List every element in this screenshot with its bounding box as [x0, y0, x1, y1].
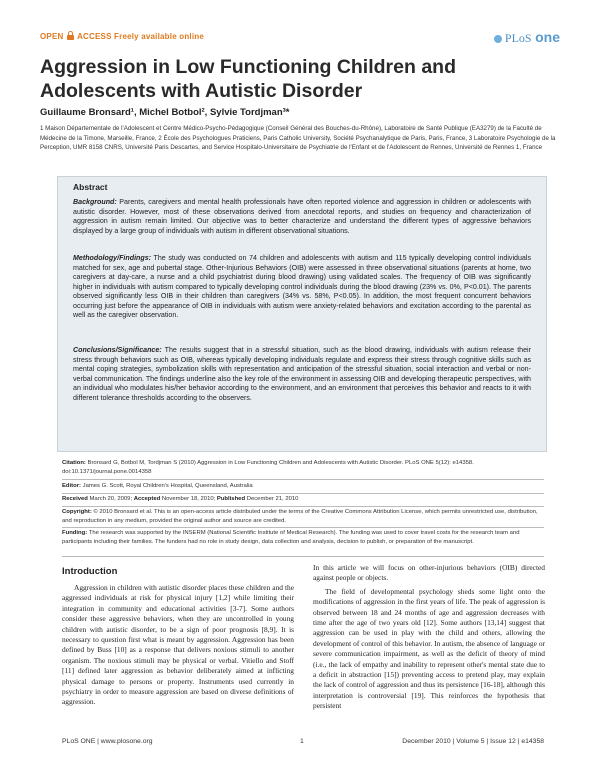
intro-paragraph: The field of developmental psychology sheds some light onto the modifications of aggression in the first years of life. The peak of aggression is observed between 18 and 24 months of age and aggression decreases with time after the age of two years old [12]. Some authors [13,14] suggest that aggression can be used in play with the child and others, allowing the development of control of this behavior. In autism, the absence of language or severe communication impairment, as well as the deficit of theory of mind (i.e., the lack of empathy and inability to represent other's mental state due to a deficit in abstraction [15]) preventing access to pretend play, may explain the lack of control of aggression and thus its persistence [16-18], although this interpretation is controversial [19]. This reinforces the hypothesis that persistent	[313, 586, 545, 711]
divider	[62, 479, 544, 480]
funding-label: Funding:	[62, 530, 88, 536]
footer-issue: December 2010 | Volume 5 | Issue 12 | e14358	[402, 738, 544, 745]
open-access-badge[interactable]	[40, 32, 204, 41]
open-lock-icon	[67, 32, 74, 40]
citation-label: Citation:	[62, 460, 86, 466]
article-title: Aggression in Low Functioning Children and Adolescents with Autistic Disorder	[40, 56, 456, 102]
conclusions-label: Conclusions/Significance:	[73, 346, 162, 354]
citation-text[interactable]: Bronsard G, Botbol M, Tordjman S (2010) Aggression in Low Functioning Children and Adolescents with Autistic Disorder. PLoS ONE 5(12): e14358. doi:10.1371/journal.pone.0014358	[62, 460, 474, 475]
intro-column-left	[62, 583, 294, 708]
copyright-text: © 2010 Bronsard et al. This is an open-access article distributed under the terms of the Creative Commons Attribution License, which permits unrestricted use, distribution, and reproduction in any medium, provided the original author and source are credited.	[62, 509, 538, 524]
received-label: Received	[62, 496, 88, 502]
abstract-heading: Abstract	[73, 182, 108, 192]
introduction-heading: Introduction	[62, 566, 118, 577]
journal-header	[40, 30, 560, 48]
page-number: 1	[300, 738, 304, 745]
editor	[62, 482, 544, 491]
background-label: Background:	[73, 198, 117, 206]
free-available-label: Freely available online	[114, 32, 205, 41]
published-label: Published	[216, 496, 246, 502]
footer-journal[interactable]: PLoS ONE | www.plosone.org	[62, 738, 153, 745]
abstract-conclusions	[73, 346, 531, 403]
divider	[62, 493, 544, 494]
abstract-background	[73, 198, 531, 236]
logo-one: one	[535, 29, 560, 45]
methods-label: Methodology/Findings:	[73, 254, 152, 262]
accepted-label: Accepted	[133, 496, 161, 502]
conclusions-text: The results suggest that in a stressful situation, such as the blood drawing, individuals with autism release their stress through behaviors such as OIB, whereas typically developing individuals regulate and express their stress through cognitive skills such as mental coping strategies, symbolization skills with representation and anticipation of the stressful situation, social interaction and verbal or non-verbal communication. The findings underline also the key role of the environment in assessing OIB and developing therapeutic perspectives, with an individual who modulates his/her behavior according to the environment, and an environment that perceives this behavior and reacts to it with different tolerance thresholds according to the observers.	[73, 346, 531, 402]
plos-dot-icon	[494, 35, 502, 43]
intro-paragraph: Aggression in children with autistic disorder places these children and the aggressed individuals at risk for physical injury [1,2] while limiting their integration in community and educational activities [3-7]. Some authors consider these aggressive behaviors, when they are uncontrolled in young children with autistic disorder, to be a sign of poor prognosis [8,9]. It is necessary to question first what is meant by aggression. Aggression has been defined by Buss [10] as a response that delivers noxious stimuli to another organism. The noxious stimuli may be physical or verbal. Vitiello and Stoff [11] defined later aggression as behavior deliberately aimed at inflicting physical damage to persons or property. Instruments used currently in psychiatry in order to measure aggression are based on diverse definitions of aggression.	[62, 583, 294, 707]
editor-text: James G. Scott, Royal Children's Hospital, Queensland, Australia	[80, 483, 253, 489]
published-text: December 21, 2010	[245, 496, 299, 502]
dates	[62, 495, 544, 504]
background-text: Parents, caregivers and mental health professionals have often reported violence and aggression in children or adolescents with autistic disorder. However, most of these observations derived from anecdotal reports, and studies on frequency and characterization of aggression in autism remain limited. Our objective was to better characterize and understand the different types of aggressive behaviors displayed by a large group of individuals with autism in different observational situations.	[73, 198, 531, 235]
funding-text: The research was supported by the INSERM (National Scientific Institute of Medical Research). The funding was used to cover travel costs for the research team and participants including their families. The funders had no role in study design, data collection and analysis, decision to publish, or preparation of the manuscript.	[62, 530, 520, 545]
abstract-methods	[73, 254, 531, 321]
affiliations: 1 Maison Départementale de l'Adolescent et Centre Médico-Psycho-Pédagogique (Conseil Général des Bouches-du-Rhône), Laboratoire de Santé Publique (EA3279) de la Faculté de Médecine de la Timone, Marseille, France, 2 École des Psychologues Praticiens, Paris Catholic University, Société Psychanalytique de Paris, Paris, France, 3 Laboratoire Psychologie de la Perception, UMR 8158 CNRS, Université Paris Descartes, and Service Hospitalo-Universitaire de Psychiatrie de l'Enfant et de l'Adolescent de Rennes, Université de Rennes 1, France	[40, 125, 556, 151]
divider	[62, 527, 544, 528]
divider	[62, 556, 544, 557]
intro-column-right	[313, 563, 545, 712]
accepted-text: November 18, 2010;	[160, 496, 217, 502]
received-text: March 20, 2009;	[87, 496, 134, 502]
plos-one-logo[interactable]	[494, 29, 560, 47]
citation	[62, 459, 544, 476]
author-list: Guillaume Bronsard¹, Michel Botbol², Sylvie Tordjman³*	[40, 107, 290, 118]
funding	[62, 529, 544, 546]
methods-text: The study was conducted on 74 children and adolescents with autism and 115 typically developing control individuals matched for sex, age and pubertal stage. Other-Injurious Behaviors (OIB) were assessed in three observational situations (parents at home, two caregivers at day-care, a nurse and a child psychiatrist during blood drawing) using validated scales. The frequency of OIB was significantly higher in individuals with autism compared to typically developing control individuals during the blood drawing (23% vs. 0%, P<0.01). The parents observed significantly less OIB in their children than caregivers (34% vs. 58%, P<0.05). In addition, the most frequent concurrent behaviors occurring just before the appearance of OIB in individuals with autism were anxiety-related behaviors and excitation according to the parental as well as the caregiver observation.	[73, 254, 531, 319]
divider	[62, 506, 544, 507]
copyright	[62, 508, 544, 525]
abstract-box	[57, 176, 547, 452]
copyright-label: Copyright:	[62, 509, 92, 515]
editor-label: Editor:	[62, 483, 81, 489]
logo-plos: PLoS	[504, 31, 532, 45]
intro-paragraph: In this article we will focus on other-injurious behaviors (OIB) directed against people or objects.	[313, 563, 545, 583]
open-label: OPEN	[40, 32, 64, 41]
access-label: ACCESS	[77, 32, 112, 41]
